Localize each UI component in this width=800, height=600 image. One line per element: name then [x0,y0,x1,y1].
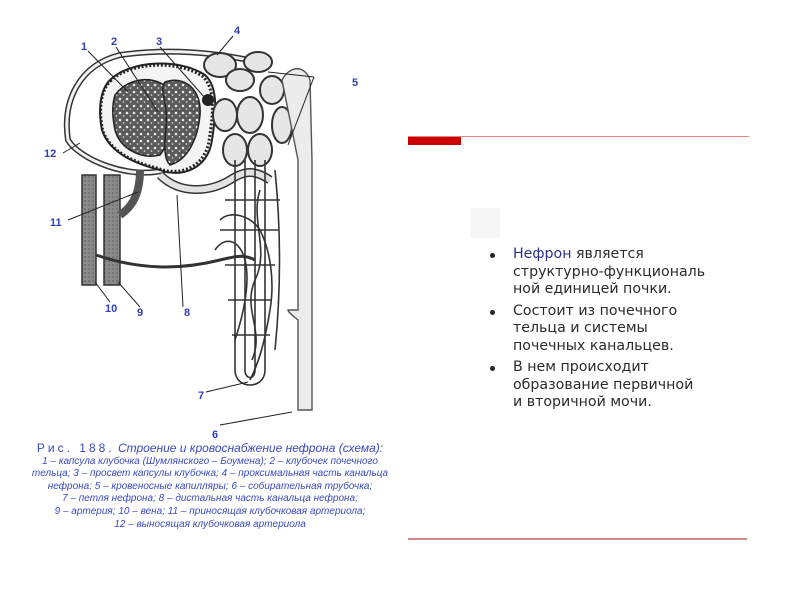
caption-line: 12 – выносящая клубочковая артериола [114,518,306,530]
bullet-text: Состоит из почечного [513,302,678,319]
proximal-tubule [204,52,292,166]
caption-line: нефрона; 5 – кровеносные капилляры; 6 – собирательная трубочка; [47,480,373,492]
label-5: 5 [352,77,359,89]
bullet-text: ной единицей почки. [513,281,672,297]
label-4: 4 [234,25,241,37]
label-1: 1 [81,41,88,53]
caption-line: 9 – артерия; 10 – вена; 11 – приносящая клубочковая артериола; [54,505,366,517]
label-10: 10 [105,303,118,315]
bullet-text: структурно-функциональ [513,263,706,280]
figure-caption [14,442,406,531]
bullet-text: В нем происходит [513,359,649,375]
bullet-dot-icon [490,310,495,315]
figure-number: Рис. 188. [36,441,115,455]
caption-line: 1 – капсула клубочка (Шумлянского – Боумена); 2 – клубочек почечного [42,455,378,467]
bullet-text: образование первичной [513,376,694,393]
label-8: 8 [184,307,191,319]
caption-line: 7 – петля нефрона; 8 – дистальная часть канальца нефрона; [62,493,358,505]
bullet-dot-icon [490,366,495,371]
caption-line: тельца; 3 – просвет капсулы клубочка; 4 – проксимальная часть канальца [31,468,389,480]
term-nephron: Нефрон [513,246,572,262]
bullet-dot-icon [490,253,495,258]
label-12: 12 [44,148,57,160]
label-6: 6 [212,429,219,440]
blood-vessels [82,170,255,285]
bullet-text: почечных канальцев. [513,337,674,354]
bullet-item [488,359,758,412]
label-11: 11 [50,217,62,229]
bullet-text: тельца и системы [513,320,648,336]
bullet-text: и вторичной мочи. [513,394,652,410]
placeholder-smudge [470,208,500,238]
capsule-lumen [202,94,214,106]
bullet-list [488,246,758,416]
bullet-item [488,303,758,356]
label-7: 7 [198,390,205,402]
nephron-diagram [20,20,400,440]
bullet-item [488,246,758,299]
caption-heading: Строение и кровоснабжение нефрона (схема): [117,441,384,455]
accent-bar [408,137,461,145]
caption-title [14,442,406,455]
label-3: 3 [156,36,163,48]
label-2: 2 [111,36,118,48]
bottom-divider [408,538,747,540]
label-9: 9 [137,307,144,319]
bullet-text: является [571,246,644,262]
capillary-network [215,160,280,385]
